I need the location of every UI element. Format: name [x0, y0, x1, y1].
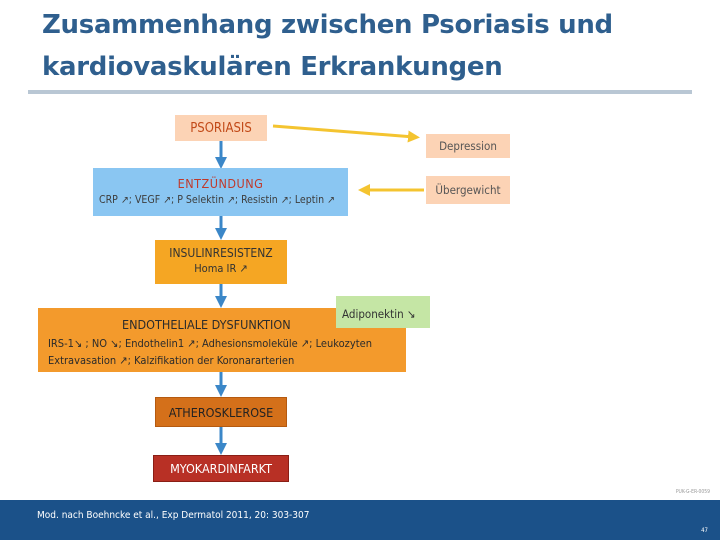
- entzuendung-markers: CRP ↗; VEGF ↗; P Selektin ↗; Resistin ↗; Leptin ↗: [99, 194, 335, 206]
- citation: Mod. nach Boehncke et al., Exp Dermatol 2011, 20: 303-307: [37, 510, 310, 521]
- node-uebergewicht: Übergewicht: [426, 176, 510, 204]
- page-number: 47: [701, 527, 708, 534]
- node-depression: Depression: [426, 134, 510, 158]
- insulin-markers: Homa IR ↗: [194, 262, 248, 275]
- slide-title: Zusammenhang zwischen Psoriasis und kardiovaskulären Erkrankungen: [42, 10, 613, 82]
- entzuendung-label: ENTZÜNDUNG: [177, 176, 264, 191]
- document-code: PUK-G-ER-0059: [675, 489, 710, 495]
- node-myokardinfarkt: MYOKARDINFARKT: [153, 455, 289, 482]
- node-adiponektin: Adiponektin ↘: [336, 296, 430, 328]
- insulin-label: INSULINRESISTENZ: [169, 246, 273, 260]
- node-psoriasis: PSORIASIS: [175, 115, 267, 141]
- arrow-psoriasis-depression: [273, 126, 414, 137]
- node-entzuendung: [93, 168, 348, 216]
- endo-markers: IRS-1↘ ; NO ↘; Endothelin1 ↗; Adhesionsmoleküle ↗; Leukozyten Extravasation ↗; Kalzifikation der Koronararterien: [48, 337, 372, 367]
- node-atherosklerose: ATHEROSKLEROSE: [155, 397, 287, 427]
- endo-label: ENDOTHELIALE DYSFUNKTION: [122, 317, 291, 332]
- node-insulinresistenz: [155, 240, 287, 284]
